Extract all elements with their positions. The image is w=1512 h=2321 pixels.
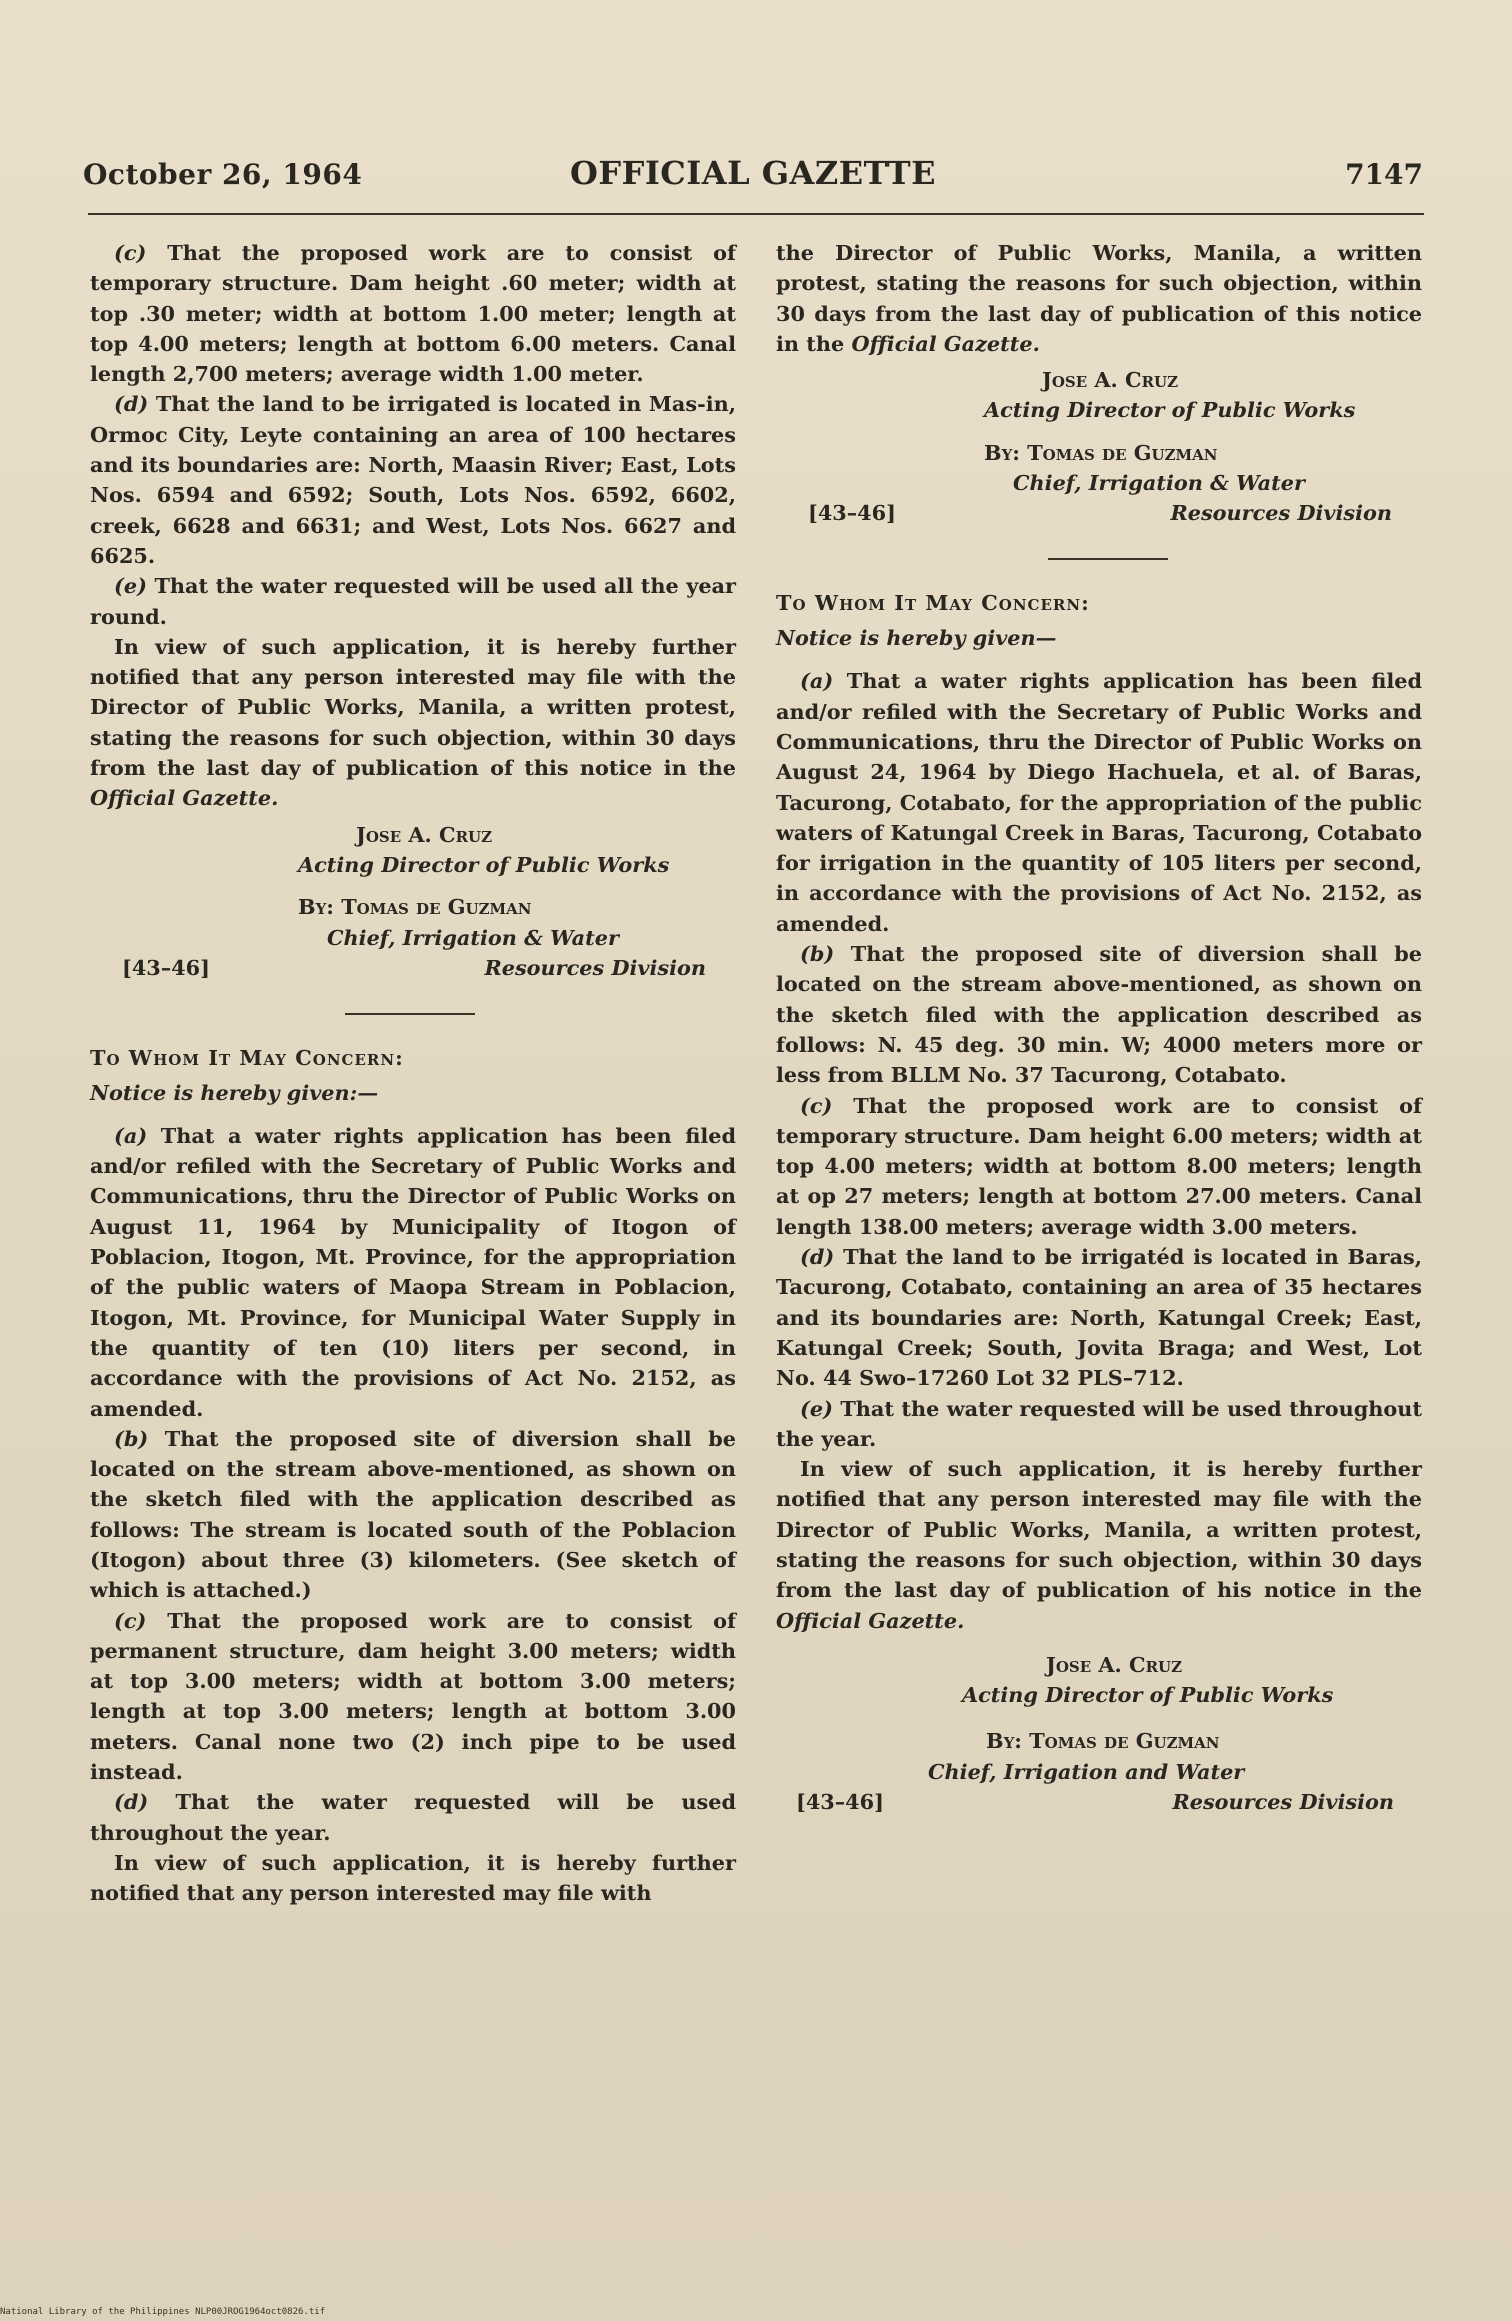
signatory-by: By: Tomas de Guzman [298, 894, 532, 920]
signatory-by: By: Tomas de Guzman [984, 439, 1218, 465]
signatory-name: Jose A. Cruz [1046, 1651, 1183, 1677]
signatory-name: Jose A. Cruz [356, 821, 493, 847]
header-page-number: 7147 [1345, 158, 1423, 191]
paragraph-e: (e) That the water requested will be used all the year round. [90, 573, 736, 629]
notice-paragraph-d: (d) That the land to be irrigatéd is located in Baras, Tacurong, Cotabato, containing an area of 35 hectares and its boundaries are: North, Katungal Creek; East, Katungal Creek; South, Jovita Braga; and West, Lot No. 44 Swo–17260 Lot 32 PLS–712. [776, 1244, 1422, 1391]
division-name: Resources Division [1170, 500, 1392, 526]
page-header [83, 150, 1423, 200]
paragraph-d: (d) That the land to be irrigated is located in Mas-in, Ormoc City, Leyte containing an area of 100 hectares and its boundaries are: North, Maasin River; East, Lots Nos. 6594 and 6592; South, Lots Nos. 6592, 6602, creek, 6628 and 6631; and West, Lots Nos. 6627 and 6625. [90, 391, 736, 568]
left-column [90, 238, 736, 1909]
notice-paragraph-a: (a) That a water rights application has been filed and/or refiled with the Secretary of Public Works and Communications, thru the Director of Public Works on August 24, 1964 by Diego Hachuela, et al. of Baras, Tacurong, Cotabato, for the appropriation of the public waters of Katungal Creek in Baras, Tacurong, Cotabato for irrigation in the quantity of 105 liters per second, in accordance with the provisions of Act No. 2152, as amended. [776, 668, 1422, 936]
section-divider [345, 1013, 475, 1015]
issue-reference: [43–46] [808, 500, 896, 526]
signature-block [776, 365, 1422, 528]
signature-block-2 [776, 1650, 1422, 1817]
notice-paragraph-in-view: In view of such application, it is hereby further notified that any person interested may file with the Director of Public Works, Manila, a written protest, stating the reasons for such objection, within 30 days from the last day of publication of his notice in the Official Gazette. [776, 1456, 1422, 1633]
notice-paragraph-b: (b) That the proposed site of diversion shall be located on the stream above-mentioned, as shown on the sketch filed with the application described as follows: The stream is located south of the Poblacion (Itogon) about three (3) kilometers. (See sketch of which is attached.) [90, 1425, 736, 1603]
header-date: October 26, 1964 [83, 158, 363, 191]
signatory-title-2: Chief, Irrigation & Water [1013, 470, 1305, 496]
signatory-title: Acting Director of Public Works [962, 1682, 1334, 1708]
notice-heading: To Whom It May Concern: [90, 1044, 404, 1070]
signatory-title: Acting Director of Public Works [298, 851, 670, 877]
header-rule [88, 213, 1424, 215]
scan-footer: National Library of the Philippines NLP00JROG1964oct0826.tif [0, 2307, 326, 2317]
signatory-by: By: Tomas de Guzman [986, 1728, 1220, 1754]
paragraph-in-view: In view of such application, it is hereby further notified that any person interested may file with the Director of Public Works, Manila, a written protest, stating the reasons for such objection, within 30 days from the last day of publication of this notice in the Official Gazette. [90, 633, 736, 811]
issue-reference: [43–46] [796, 1789, 884, 1815]
notice-paragraph-in-view: In view of such application, it is hereby further notified that any person interested may file with [90, 1849, 736, 1906]
notice-paragraph-e: (e) That the water requested will be used throughout the year. [776, 1395, 1422, 1451]
signatory-title: Acting Director of Public Works [984, 397, 1356, 423]
paragraph-c: (c) That the proposed work are to consist of temporary structure. Dam height .60 meter; width at top .30 meter; width at bottom 1.00 meter; length at top 4.00 meters; length at bottom 6.00 meters. Canal length 2,700 meters; average width 1.00 meter. [90, 240, 736, 387]
continued-paragraph: the Director of Public Works, Manila, a written protest, stating the reasons for such objection, within 30 days from the last day of publication of this notice in the Official Gazette. [776, 240, 1422, 356]
notice-paragraph-b: (b) That the proposed site of diversion shall be located on the stream above-mentioned, as shown on the sketch filed with the application described as follows: N. 45 deg. 30 min. W; 4000 meters more or less from BLLM No. 37 Tacurong, Cotabato. [776, 941, 1422, 1088]
notice-given: Notice is hereby given:— [90, 1079, 379, 1105]
notice-given: Notice is hereby given— [776, 625, 1057, 651]
notice-paragraph-d: (d) That the water requested will be used throughout the year. [90, 1789, 736, 1845]
right-column [776, 238, 1422, 1817]
issue-reference: [43–46] [122, 954, 210, 980]
notice-heading: To Whom It May Concern: [776, 590, 1090, 616]
notice-paragraph-a: (a) That a water rights application has been filed and/or refiled with the Secretary of Public Works and Communications, thru the Director of Public Works on August 11, 1964 by Municipality of Itogon of Poblacion, Itogon, Mt. Province, for the appropriation of the public waters of Maopa Stream in Poblacion, Itogon, Mt. Province, for Municipal Water Supply in the quantity of ten (10) liters per second, in accordance with the provisions of Act No. 2152, as amended. [90, 1122, 736, 1421]
signatory-name: Jose A. Cruz [1042, 367, 1179, 393]
notice-paragraph-c: (c) That the proposed work are to consist of temporary structure. Dam height 6.00 meters; width at top 4.00 meters; width at bottom 8.00 meters; length at op 27 meters; length at bottom 27.00 meters. Canal length 138.00 meters; average width 3.00 meters. [776, 1092, 1422, 1239]
signatory-title-2: Chief, Irrigation and Water [928, 1758, 1245, 1784]
division-name: Resources Division [1172, 1789, 1394, 1815]
header-title: OFFICIAL GAZETTE [570, 154, 936, 192]
signature-block [90, 820, 736, 983]
signatory-title-2: Chief, Irrigation & Water [327, 924, 619, 950]
section-divider [1048, 558, 1168, 560]
notice-paragraph-c: (c) That the proposed work are to consist of permanent structure, dam height 3.00 meters; width at top 3.00 meters; width at bottom 3.00 meters; length at top 3.00 meters; length at bottom 3.00 meters. Canal none two (2) inch pipe to be used instead. [90, 1607, 736, 1785]
division-name: Resources Division [484, 954, 706, 980]
